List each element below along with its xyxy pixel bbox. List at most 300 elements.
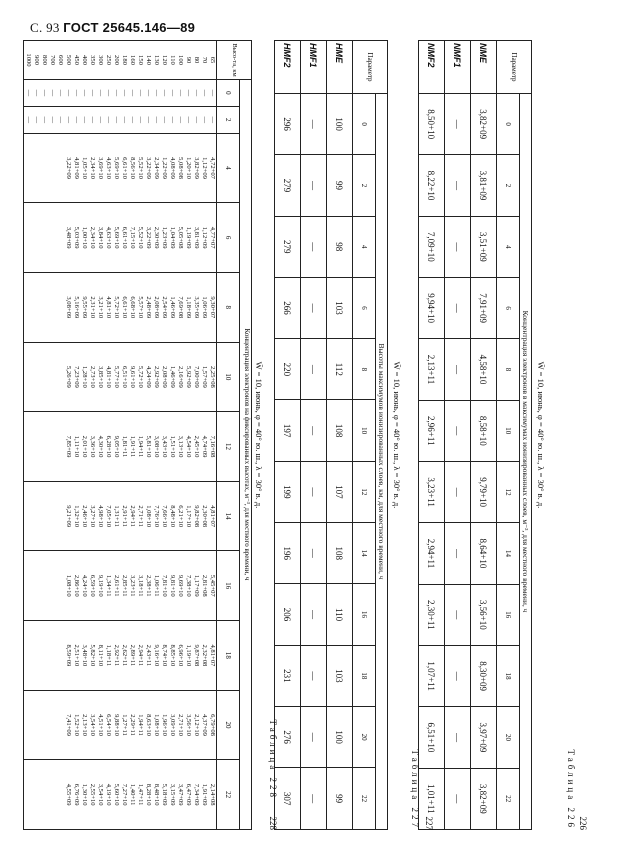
table-228-subtitle: W̄ = 10, июнь, φ = 40° ю. ш., λ = 30° в. д. [254,361,264,509]
cell: 9,79+10 [471,461,497,522]
cell-value: — [161,116,168,124]
cell-value: 2,45+10 [193,435,200,458]
cell-value: 2,71+11 [137,505,144,527]
param-header: Параметр [497,41,532,94]
cell-value: 2,16+09 [177,365,184,388]
cell-value: 6,59+10 [89,574,96,597]
cell-value: 1,11+10 [73,435,80,458]
cell-value: 2,48+09 [145,296,152,319]
cell-value: — [49,116,56,124]
table-228 [23,40,252,830]
col-header: 4 [217,133,240,203]
cell-value: 1,94+11 [137,714,144,736]
cell-value: 2,92+11 [113,644,120,667]
cell-value: 3,09+10 [169,714,176,736]
cell-value: 9,16+10 [153,644,160,667]
cell-value: — [145,116,152,124]
cell: — [301,94,327,155]
cell-value: — [129,116,136,124]
height-value: 600 [57,55,64,65]
cell-value: 5,77+10 [113,365,120,388]
cell-value: 1,04+09 [169,226,176,249]
cell-value: 1,32+10 [73,505,80,528]
height-value: 200 [113,55,120,65]
cell-value: — [105,89,112,97]
cell-value: — [89,89,96,97]
height-value: 250 [105,55,112,65]
cell-value: 2,89+11 [129,644,136,667]
cell-value: 3,85+10 [97,365,104,388]
table-228-number: 228 [268,816,278,830]
cell-value: 5,72+10 [137,365,144,388]
col-header: 16 [497,584,520,645]
cell-value: 2,81+08 [201,574,208,597]
cell-value: 2,29+11 [129,714,136,736]
cell-value: 2,13+10 [81,714,88,736]
height-value: 65 [209,56,216,64]
cell-value: 1,30+10 [81,783,88,806]
cell: 8,30+09 [471,645,497,706]
cell-value: 8,56+10 [129,157,136,179]
data-column [24,342,217,412]
height-value: 140 [145,55,152,65]
data-column [24,621,217,691]
table-row [471,41,497,830]
cell-value: 9,30+07 [209,296,216,319]
cell-value: 1,94+11 [137,435,144,458]
cell-value: — [89,116,96,124]
cell-value: 2,94+11 [129,505,136,527]
col-header: 20 [497,707,520,768]
col-header: 8 [353,339,376,400]
cell-value: 5,16+09 [73,296,80,319]
cell-value: 9,05+10 [113,435,120,458]
cell-value: — [137,116,144,124]
cell-value: — [81,116,88,124]
cell-value: — [193,89,200,97]
cell-value: 7,15+10 [129,226,136,249]
cell-value: — [57,116,64,124]
height-value: 120 [161,55,168,65]
cell: 199 [275,461,301,522]
col-header: 22 [497,768,520,829]
cell: — [301,645,327,706]
cell-value: 3,43+10 [161,435,168,458]
row-name: NMF1 [445,41,471,94]
col-header: 6 [497,277,520,338]
cell-value: 1,19+10 [185,644,192,667]
cell-value: — [209,116,216,124]
cell: 3,81+09 [471,155,497,216]
col-header: 14 [353,523,376,584]
height-value: 150 [137,55,144,65]
cell-value: 5,26+09 [65,365,72,388]
row-name: NMF2 [419,41,445,94]
cell-value: — [153,89,160,97]
cell-value: 2,73+10 [89,365,96,388]
cell-value: 1,46+09 [169,365,176,388]
cell-value: 4,81+10 [105,296,112,319]
col-header: 22 [353,768,376,830]
height-value: 100 [177,55,184,65]
cell-value: — [49,89,56,97]
cell-value: 1,08+10 [153,714,160,736]
cell: — [445,339,471,400]
cell-value: 5,52+10 [137,157,144,179]
col-header: 12 [497,461,520,522]
heights-column [24,41,217,80]
cell-value: 4,81+09 [73,157,80,179]
cell: 2,30+11 [419,584,445,645]
height-value: 350 [89,55,96,65]
cell: — [301,216,327,277]
cell: 99 [327,768,353,830]
cell-value: 8,59+09 [65,644,72,667]
table-body-row [24,41,217,830]
cell: 3,51+09 [471,216,497,277]
cell-value: 2,30+09 [153,226,160,249]
col-header: 8 [497,339,520,400]
cell-value: 2,43+11 [145,644,152,667]
cell-value: 3,22+09 [65,157,72,179]
data-column [24,80,217,107]
cell-value: 1,19+09 [185,226,192,249]
group-title: Концентрация электронов в максимумах ионизированных слоев, м⁻³, для местного времени, ч [520,94,532,830]
cell: 8,22+10 [419,155,445,216]
cell: 1,07+11 [419,645,445,706]
col-header: 12 [353,461,376,522]
cell: 3,97+09 [471,707,497,768]
col-header: 12 [217,412,240,482]
col-header: 22 [217,760,240,830]
cell-value: 1,17+10 [185,505,192,528]
cell: 2,96+11 [419,400,445,461]
cell: 7,09+10 [419,216,445,277]
cell-value: 1,46+09 [169,296,176,319]
cell-value: 2,30+08 [201,505,208,528]
col-header: 4 [353,216,376,277]
cell: 279 [275,216,301,277]
cell-value: 9,82+08 [193,505,200,528]
cell-value: 3,54+10 [89,714,96,736]
cell-value: 3,21+10 [97,296,104,319]
cell-value: — [73,116,80,124]
cell-value: 3,08+10 [153,435,160,458]
cell-value: 2,55+10 [89,783,96,806]
standard-label: ГОСТ 25645.146—89 [63,20,196,35]
height-value: 900 [33,55,40,65]
cell-value: 1,47+11 [137,783,144,806]
cell: 3,82+09 [471,768,497,829]
cell-value: 5,05+08 [177,226,184,249]
cell: 8,64+10 [471,523,497,584]
cell-value: 8,63+10 [145,714,152,736]
cell-value: 2,34+10 [89,157,96,179]
cell: — [445,216,471,277]
cell-value: — [65,89,72,97]
table-227 [274,40,388,830]
cell-value: 4,19+10 [105,783,112,806]
height-value: 160 [129,55,136,65]
cell: — [445,707,471,768]
cell: 112 [327,339,353,400]
cell: 100 [327,706,353,767]
cell-value: 3,18+11 [137,574,144,597]
cell: — [445,523,471,584]
cell: — [445,768,471,829]
height-header: Высо-та, км [217,41,252,80]
cell-value: — [97,116,104,124]
cell-value: — [169,116,176,124]
cell-value: 5,08+08 [177,157,184,179]
table-row [419,41,445,830]
cell-value: 1,27+11 [121,714,128,736]
cell: — [445,461,471,522]
cell-value: 5,45+07 [209,574,216,597]
cell-value: 1,18+11 [105,644,112,667]
cell-value: 1,34+11 [105,574,112,597]
rotated-content [25,40,592,830]
cell: 206 [275,584,301,645]
cell-value: — [65,116,72,124]
cell-value: 6,61+10 [121,296,128,319]
cell-value: 4,55+09 [65,783,72,806]
cell-value: — [161,89,168,97]
col-header: 20 [217,690,240,760]
col-header: 6 [217,203,240,273]
table-row [445,41,471,830]
table-226 [418,40,532,830]
col-header: 10 [353,400,376,461]
cell-value: 3,81+09 [193,226,200,249]
cell-value: 3,48+09 [65,226,72,249]
cell-value: 4,77+07 [209,226,216,249]
cell-value: 5,52+10 [137,226,144,249]
cell-value: 1,96+10 [161,714,168,736]
col-header: 16 [353,584,376,645]
cell: — [301,400,327,461]
cell-value: 2,91+11 [121,505,128,527]
cell-value: — [137,89,144,97]
cell-value: — [169,89,176,97]
cell-value: 5,18+09 [161,783,168,806]
height-value: 700 [49,55,56,65]
cell-value: 2,34+09 [153,157,160,179]
row-name: HME [327,41,353,94]
cell-value: 5,92+09 [185,365,192,388]
cell-value: 3,23+11 [129,574,136,597]
cell-value: — [25,89,32,97]
table-row [301,41,327,830]
cell-value: 8,48+10 [153,783,160,806]
cell-value: 7,23+09 [73,365,80,388]
cell-value: 4,24+09 [145,365,152,388]
cell-value: 7,66+10 [161,505,168,528]
cell-value: — [121,89,128,97]
cell-value: 3,13+10 [177,435,184,458]
cell-value: 4,54+10 [185,435,192,458]
table-row [327,41,353,830]
cell-value: 9,88+10 [113,714,120,736]
data-column [24,133,217,203]
cell-value: — [177,89,184,97]
height-value: 400 [81,55,88,65]
cell-value: 1,91+11 [129,435,136,458]
cell-value: 1,51+10 [169,435,176,458]
cell-value: 3,22+09 [145,226,152,249]
table-228-block [25,40,278,830]
group-title: Высоты максимумов ионизированных слоев, км, для местного времени, ч [376,94,388,830]
cell-value: — [185,116,192,124]
data-column [24,690,217,760]
col-header: 10 [217,342,240,412]
data-column [24,412,217,482]
cell-value: 4,08+09 [169,157,176,179]
cell: 8,58+10 [471,400,497,461]
cell-value: 4,63+10 [105,157,112,179]
cell-value: 3,47+09 [177,783,184,806]
param-header: Параметр [353,41,388,94]
cell-value: 4,81+10 [105,365,112,388]
cell: — [445,400,471,461]
cell-value: 2,46+10 [81,505,88,528]
cell-value: 7,69+08 [177,296,184,319]
cell-value: — [177,116,184,124]
cell-value: — [81,89,88,97]
col-header: 10 [497,400,520,461]
cell-value: 6,47+09 [185,783,192,806]
cell-value: — [129,89,136,97]
cell-value: 1,06+09 [201,296,208,319]
cell-value: 1,12+09 [201,226,208,249]
table-227-subtitle: W̄ = 10, июнь, φ = 40° ю. ш., λ = 30° в. д. [392,361,402,509]
col-header: 0 [217,80,240,107]
col-header: 2 [497,155,520,216]
table-row [275,41,301,830]
cell-value: — [113,89,120,97]
cell-value: — [185,89,192,97]
cell: 1,01+11 [419,768,445,829]
cell-value: — [33,89,40,97]
cell-value: 1,81+11 [121,435,128,458]
cell-value: 3,15+09 [169,783,176,806]
cell-value: 1,18+09 [185,296,192,319]
cell-value: 7,76+10 [153,505,160,528]
cell-value: 2,32+08 [201,644,208,667]
cell-value: 2,31+10 [89,296,96,319]
cell-value: 5,60+10 [113,783,120,806]
cell-value: 8,74+10 [161,644,168,667]
col-header: 2 [217,106,240,133]
cell-value: 2,62+11 [121,644,128,667]
cell-value: 2,25+08 [209,365,216,388]
cell-value: 7,85+09 [65,435,72,458]
cell-value: 6,61+10 [121,157,128,179]
cell: 3,56+10 [471,584,497,645]
cell-value: 4,81+07 [209,644,216,667]
height-value: 800 [41,55,48,65]
cell: 8,50+10 [419,94,445,155]
cell-value: 2,86+10 [73,574,80,597]
height-value: 450 [73,55,80,65]
cell-value: 4,63+10 [105,226,112,249]
cell: 9,94+10 [419,277,445,338]
cell-value: 3,36+10 [89,435,96,458]
cell-value: 1,17+09 [193,574,200,597]
height-value: 130 [153,55,160,65]
cell-value: 6,61+10 [121,226,128,249]
cell-value: 4,98+10 [97,505,104,528]
height-value: 110 [169,55,176,65]
table-226-caption: Таблица 226 [566,749,576,830]
table-227-caption: Таблица 227 [410,749,420,830]
cell: — [301,339,327,400]
cell: 231 [275,645,301,706]
row-name: HMF2 [275,41,301,94]
cell-value: 5,69+10 [113,157,120,179]
cell: 2,13+11 [419,339,445,400]
col-header: 4 [497,216,520,277]
cell-value: 4,72+07 [209,157,216,179]
cell-value: — [25,116,32,124]
cell: — [301,461,327,522]
cell: 107 [327,461,353,522]
cell-value: 3,56+10 [185,714,192,736]
cell-value: 2,08+09 [153,296,160,319]
cell: — [445,155,471,216]
data-column [24,272,217,342]
cell-value: 3,69+10 [97,157,104,179]
cell-value: 7,16+08 [209,435,216,458]
cell: 99 [327,155,353,216]
cell-value: — [41,116,48,124]
cell-value: 7,05+10 [105,505,112,528]
cell-value: 2,34+10 [89,226,96,249]
cell: 110 [327,584,353,645]
cell-value: 3,84+10 [97,226,104,249]
col-header: 18 [217,621,240,691]
cell-value: 2,38+11 [145,574,152,597]
cell-value: 1,40+11 [129,783,136,806]
cell-value: 1,28+10 [81,365,88,388]
col-header: 8 [217,272,240,342]
row-name: NME [471,41,497,94]
cell-value: 9,87+08 [193,644,200,667]
cell-value: 5,69+10 [113,226,120,249]
cell-value: 5,81+10 [145,435,152,458]
cell-value: 1,91+09 [201,783,208,806]
cell-value: 8,28+10 [145,783,152,806]
cell-value: 3,48+10 [81,644,88,667]
height-value: 1000 [25,53,32,67]
cell-value: 9,19+10 [97,574,104,597]
cell-value: — [153,116,160,124]
cell-value: 1,08+10 [145,505,152,528]
cell: — [445,645,471,706]
cell-value: 2,51+10 [73,644,80,667]
cell-value: 3,08+09 [65,296,72,319]
cell-value: 7,00+09 [193,365,200,388]
row-name: HMF1 [301,41,327,94]
cell-value: 7,81+10 [161,574,168,597]
cell-value: — [201,89,208,97]
cell-value: 6,28+10 [105,435,112,458]
cell-value: 2,54+09 [161,296,168,319]
cell-value: — [105,116,112,124]
cell: 6,51+10 [419,707,445,768]
height-value: 90 [185,56,192,64]
cell-value: 9,69+10 [177,574,184,597]
